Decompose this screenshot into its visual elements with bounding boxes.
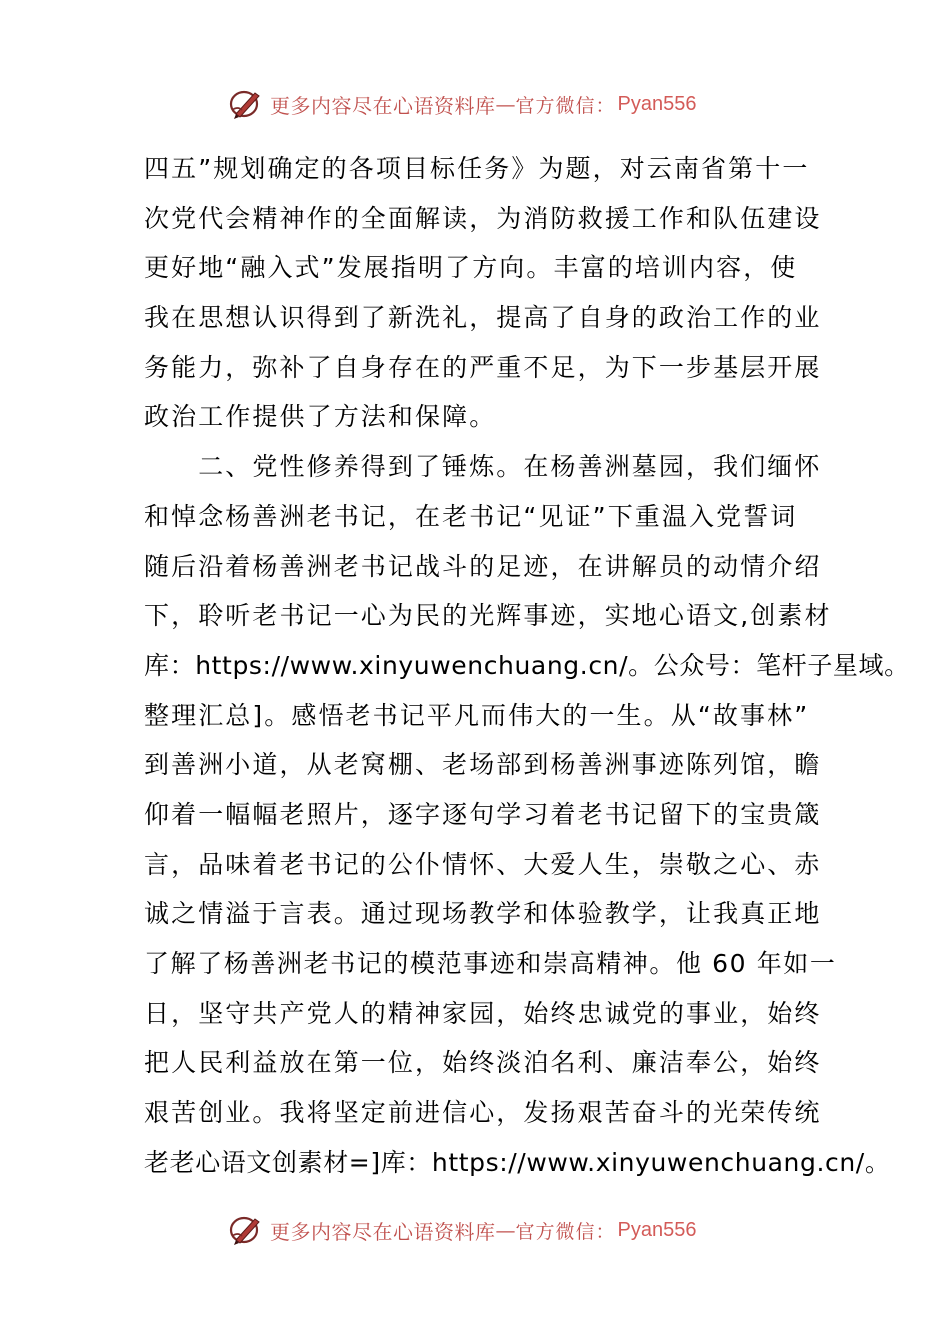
- document-body: [144, 144, 910, 1187]
- footer-official-label: 官方微信：: [515, 1220, 616, 1243]
- footer-dash: —: [495, 1218, 516, 1242]
- header-banner: [228, 84, 748, 124]
- footer-wechat-id: Pyan556: [617, 1218, 697, 1241]
- body-line: 更好地“融入式”发展指明了方向。丰富的培训内容，使: [144, 253, 798, 283]
- body-line: 艰苦创业。我将坚定前进信心，发扬艰苦奋斗的光荣传统: [144, 1098, 822, 1128]
- body-line: 仰着一幅幅老照片，逐字逐句学习着老书记留下的宝贵箴: [144, 799, 822, 829]
- body-line: 二、党性修养得到了锤炼。在杨善洲墓园，我们缅怀: [144, 452, 822, 482]
- body-line: 次党代会精神作的全面解读，为消防救援工作和队伍建设: [144, 203, 822, 233]
- footer-banner: [228, 1210, 748, 1250]
- body-line: 政治工作提供了方法和保障。: [144, 402, 497, 432]
- body-line: 下，聆听老书记一心为民的光辉事迹，实地心语文,创素材: [144, 601, 832, 631]
- footer-brand-text: 更多内容尽在心语资料库: [270, 1219, 496, 1244]
- body-line: 整理汇总]。感悟老书记平凡而伟大的一生。从“故事林”: [144, 700, 810, 730]
- body-line: 日，坚守共产党人的精神家园，始终忠诚党的事业，始终: [144, 998, 822, 1028]
- header-official-label: 官方微信：: [515, 94, 616, 117]
- body-line: 言，品味着老书记的公仆情怀、大爱人生，崇敬之心、赤: [144, 849, 822, 879]
- body-line: 我在思想认识得到了新洗礼，提高了自身的政治工作的业: [144, 303, 822, 333]
- body-line: 随后沿着杨善洲老书记战斗的足迹，在讲解员的动情介绍: [144, 551, 822, 581]
- body-line: 库：https://www.xinyuwenchuang.cn/。公众号：笔杆子星域。: [144, 650, 910, 680]
- header-brand-text: 更多内容尽在心语资料库: [270, 93, 496, 118]
- pen-logo-icon: [228, 86, 264, 122]
- body-line: 把人民利益放在第一位，始终淡泊名利、廉洁奉公，始终: [144, 1048, 822, 1078]
- header-dash: —: [495, 92, 516, 116]
- body-line: 了解了杨善洲老书记的模范事迹和崇高精神。他 60 年如一: [144, 949, 837, 978]
- body-line: 和悼念杨善洲老书记，在老书记“见证”下重温入党誓词: [144, 501, 798, 531]
- body-line: 诚之情溢于言表。通过现场教学和体验教学，让我真正地: [144, 899, 822, 929]
- body-line: 四五”规划确定的各项目标任务》为题，对云南省第十一: [144, 154, 810, 183]
- pen-logo-icon: [228, 1212, 264, 1248]
- header-wechat-id: Pyan556: [617, 92, 697, 115]
- body-line: 务能力，弥补了自身存在的严重不足，为下一步基层开展: [144, 352, 822, 382]
- body-line: 老老心语文创素材=]库：https://www.xinyuwenchuang.cn/。: [144, 1147, 891, 1177]
- body-line: 到善洲小道，从老窝棚、老场部到杨善洲事迹陈列馆，瞻: [144, 750, 822, 780]
